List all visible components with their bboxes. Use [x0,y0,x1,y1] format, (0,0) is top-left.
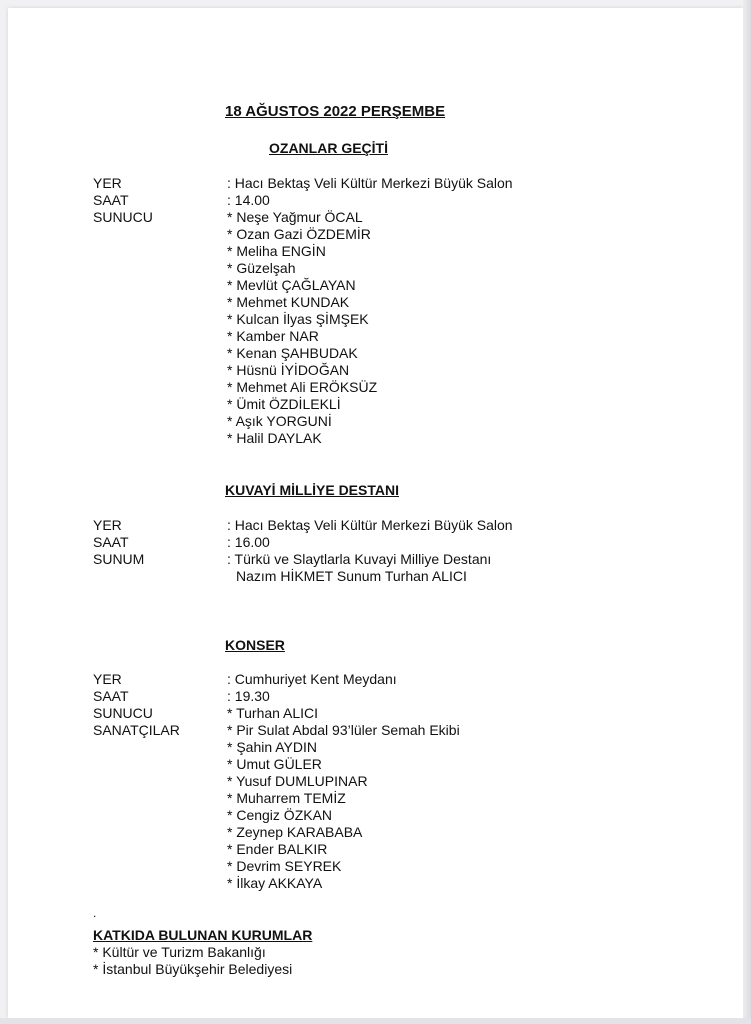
label-saat: SAAT [93,534,129,550]
list-item: * Ozan Gazi ÖZDEMİR [227,226,371,242]
list-item: * Halil DAYLAK [227,430,322,446]
list-item: * Meliha ENGİN [227,243,326,259]
label-yer: YER [93,671,122,687]
label-sunucu: SUNUCU [93,705,153,721]
list-item: * İlkay AKKAYA [227,875,323,891]
value-sunucu: * Turhan ALICI [227,705,319,721]
label-yer: YER [93,175,122,191]
label-saat: SAAT [93,192,129,208]
label-yer: YER [93,517,122,533]
section-title-ozanlar-geciti: OZANLAR GEÇİTİ [269,140,388,156]
list-item: * Hüsnü İYİDOĞAN [227,362,350,378]
value-yer: : Hacı Bektaş Veli Kültür Merkezi Büyük Salon [227,175,513,191]
label-sanatcilar: SANATÇILAR [93,722,180,738]
list-item: * Yusuf DUMLUPINAR [227,773,368,789]
list-item: * Muharrem TEMİZ [227,790,346,806]
list-item: * Mehmet KUNDAK [227,294,350,310]
value-saat: : 19.30 [227,688,270,704]
label-saat: SAAT [93,688,129,704]
value-yer: : Cumhuriyet Kent Meydanı [227,671,397,687]
value-sunucu: * Neşe Yağmur ÖCAL [227,209,363,225]
value-saat: : 16.00 [227,534,270,550]
list-item: * Kamber NAR [227,328,319,344]
section-title-konser: KONSER [225,637,285,653]
list-item: * Ümit ÖZDİLEKLİ [227,396,341,412]
contributors-title: KATKIDA BULUNAN KURUMLAR [93,927,313,943]
list-item: Nazım HİKMET Sunum Turhan ALICI [236,568,467,584]
value-sanatcilar: * Pir Sulat Abdal 93’lüler Semah Ekibi [227,722,460,738]
list-item: * Mevlüt ÇAĞLAYAN [227,277,356,293]
list-item: * Umut GÜLER [227,756,322,772]
value-yer: : Hacı Bektaş Veli Kültür Merkezi Büyük Salon [227,517,513,533]
list-item: * Zeynep KARABABA [227,824,363,840]
list-item: * Aşık YORGUNİ [227,413,332,429]
list-item: * Cengiz ÖZKAN [227,807,333,823]
label-sunum: SUNUM [93,551,145,567]
list-item: * Mehmet Ali ERÖKSÜZ [227,379,378,395]
list-item: * İstanbul Büyükşehir Belediyesi [93,961,293,977]
list-item: * Devrim SEYREK [227,858,342,874]
list-item: * Kültür ve Turizm Bakanlığı [93,944,266,960]
list-item: * Ender BALKIR [227,841,328,857]
list-item: * Kulcan İlyas ŞİMŞEK [227,311,369,327]
label-sunucu: SUNUCU [93,209,153,225]
date-title: 18 AĞUSTOS 2022 PERŞEMBE [225,103,446,120]
value-sunum: : Türkü ve Slaytlarla Kuvayi Milliye Destanı [227,551,492,567]
list-item: * Şahin AYDIN [227,739,318,755]
value-saat: : 14.00 [227,192,270,208]
stray-dot: . [93,906,97,920]
section-title-kuvayi-milliye: KUVAYİ MİLLİYE DESTANI [225,482,399,498]
list-item: * Güzelşah [227,260,296,276]
list-item: * Kenan ŞAHBUDAK [227,345,358,361]
